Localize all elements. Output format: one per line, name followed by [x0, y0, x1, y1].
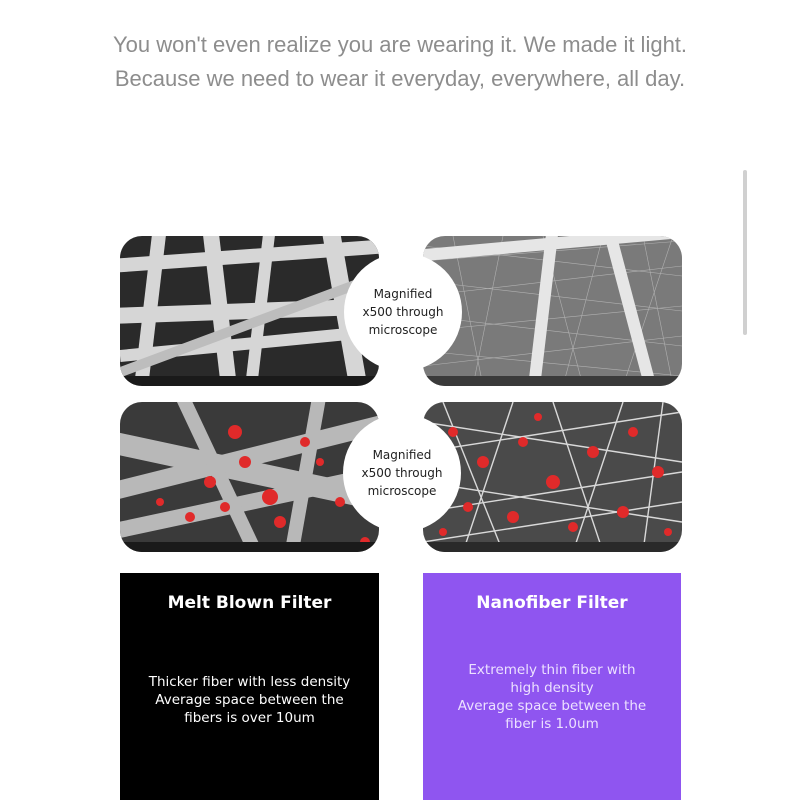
scrollbar[interactable]	[743, 170, 747, 335]
magnified-badge-top-line-3: microscope	[368, 323, 438, 337]
magnified-badge-top	[344, 253, 462, 371]
nanofiber-desc-line-1: Extremely thin fiber with	[468, 662, 636, 678]
melt-blown-card	[120, 573, 379, 800]
magnified-badge-bottom-line-1: Magnified	[372, 448, 432, 462]
melt-blown-micrograph-particles	[120, 402, 379, 552]
melt-blown-desc-line-3: fibers is over 10um	[184, 710, 315, 726]
tagline-line-2: Because we need to wear it everyday, everywhere, all day.	[114, 66, 686, 91]
nanofiber-description	[433, 661, 671, 733]
magnified-badge-bottom	[343, 414, 461, 532]
nanofiber-title: Nanofiber Filter	[476, 593, 628, 613]
melt-blown-desc-line-2: Average space between the	[155, 692, 344, 708]
magnified-badge-top-line-1: Magnified	[373, 287, 433, 301]
nanofiber-desc-line-4: fiber is 1.0um	[505, 716, 599, 732]
nanofiber-desc-line-3: Average space between the	[457, 698, 647, 714]
melt-blown-desc-line-1: Thicker fiber with less density	[148, 674, 351, 690]
nanofiber-micrograph-particles	[423, 402, 682, 552]
melt-blown-title: Melt Blown Filter	[167, 593, 332, 613]
magnified-badge-top-line-2: x500 through	[362, 305, 444, 319]
nanofiber-desc-line-2: high density	[510, 680, 594, 696]
magnified-badge-bottom-line-2: x500 through	[361, 466, 443, 480]
magnified-badge-bottom-line-3: microscope	[367, 484, 437, 498]
nanofiber-card	[423, 573, 681, 800]
melt-blown-micrograph-clean	[120, 236, 379, 386]
melt-blown-description	[130, 673, 369, 727]
tagline-line-1: You won't even realize you are wearing it. We made it light.	[112, 32, 688, 57]
tagline	[0, 28, 800, 96]
